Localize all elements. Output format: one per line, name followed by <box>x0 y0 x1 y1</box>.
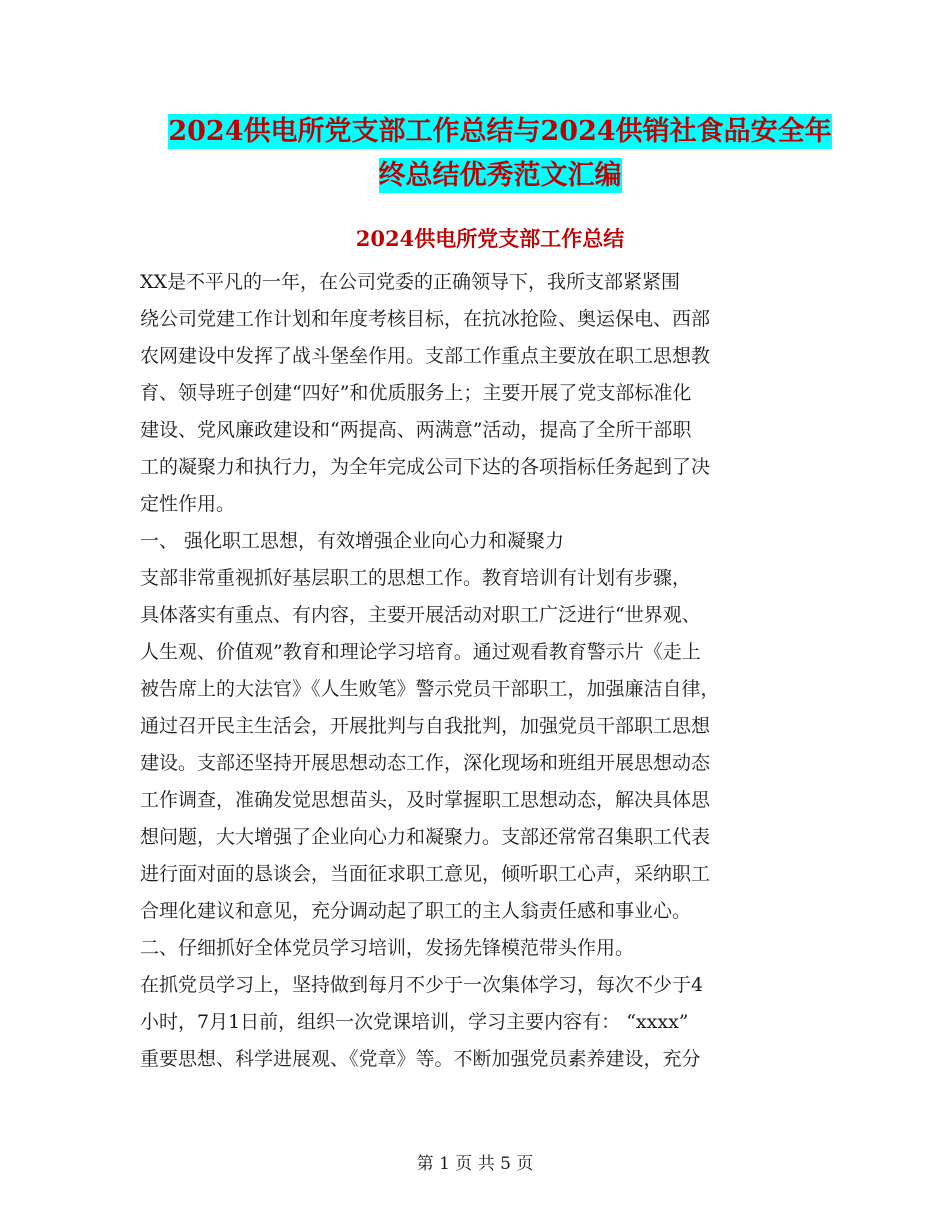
body-line: 被告席上的大法官》《人生败笔》警示党员干部职工，加强廉洁自律， <box>140 678 720 700</box>
body-line: 进行面对面的恳谈会，当面征求职工意见，倾听职工心声，采纳职工 <box>140 863 711 885</box>
body-line: 在抓党员学习上，坚持做到每月不少于一次集体学习，每次不少于4 <box>140 974 704 996</box>
body-line: XX是不平凡的一年，在公司党委的正确领导下，我所支部紧紧围 <box>140 271 681 293</box>
body-line: 合理化建议和意见，充分调动起了职工的主人翁责任感和事业心。 <box>140 900 692 922</box>
body-line: 具体落实有重点、有内容，主要开展活动对职工广泛进行“世界观、 <box>140 604 701 626</box>
body-line: 育、领导班子创建“四好”和优质服务上；主要开展了党支部标准化 <box>140 382 692 404</box>
body-line: 定性作用。 <box>140 493 236 515</box>
body-line: 重要思想、科学进展观、《党章》等。不断加强党员素养建设，充分 <box>140 1048 701 1070</box>
section-heading-2: 二、仔细抓好全体党员学习培训，发扬先锋模范带头作用。 <box>140 937 635 959</box>
body-line: 工的凝聚力和执行力，为全年完成公司下达的各项指标任务起到了决 <box>140 456 711 478</box>
body-line: 农网建设中发挥了战斗堡垒作用。支部工作重点主要放在职工思想教 <box>140 345 711 367</box>
body-line: 想问题，大大增强了企业向心力和凝聚力。支部还常常召集职工代表 <box>140 826 711 848</box>
document-title-highlight-1: 2024供电所党支部工作总结与2024供销社食品安全年 <box>168 116 832 147</box>
body-line: 人生观、价值观”教育和理论学习培育。通过观看教育警示片《走上 <box>140 641 701 663</box>
page-number-footer: 第 1 页 共 5 页 <box>416 1154 534 1174</box>
section-title: 2024供电所党支部工作总结 <box>355 226 625 251</box>
body-line: 小时，7月1日前，组织一次党课培训，学习主要内容有： “xxxx” <box>140 1011 689 1033</box>
document-title-highlight-2: 终总结优秀范文汇编 <box>378 160 622 191</box>
body-line: 建设。支部还坚持开展思想动态工作，深化现场和班组开展思想动态 <box>140 752 711 774</box>
body-line: 绕公司党建工作计划和年度考核目标，在抗冰抢险、奥运保电、西部 <box>140 308 711 330</box>
body-line: 支部非常重视抓好基层职工的思想工作。教育培训有计划有步骤， <box>140 567 692 589</box>
body-line: 通过召开民主生活会，开展批判与自我批判，加强党员干部职工思想 <box>140 715 711 737</box>
body-line: 建设、党风廉政建设和“两提高、两满意”活动，提高了全所干部职 <box>140 419 692 441</box>
document-title-line-2 <box>140 150 860 202</box>
section-heading-1: 一、 强化职工思想，有效增强企业向心力和凝聚力 <box>140 530 565 552</box>
body-line: 工作调查，准确发觉思想苗头，及时掌握职工思想动态，解决具体思 <box>140 789 711 811</box>
